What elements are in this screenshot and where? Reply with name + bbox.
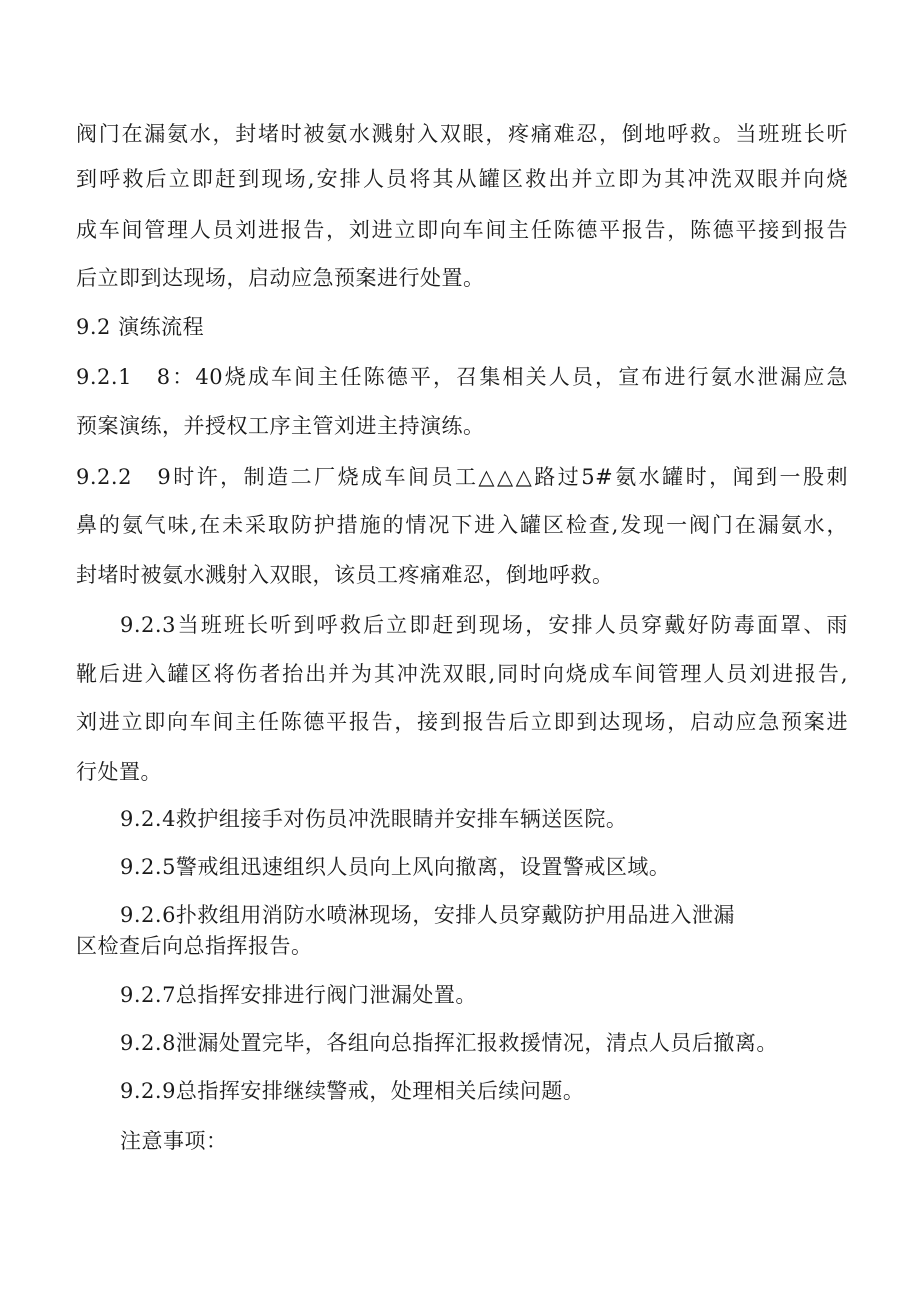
section-heading: 9.2 演练流程	[76, 315, 205, 339]
step-9-2-7: 9.2.7总指挥安排进行阀门泄漏处置。	[120, 983, 477, 1007]
step-9-2-3-line-2: 靴后进入罐区将伤者抬出并为其冲洗双眼,同时向烧成车间管理人员刘进报告,	[76, 662, 848, 686]
step-9-2-6-line-2: 区检查后向总指挥报告。	[76, 934, 313, 958]
intro-line-1: 阀门在漏氨水，封堵时被氨水溅射入双眼，疼痛难忍，倒地呼救。当班班长听	[76, 122, 848, 146]
step-9-2-2-line-1: 9.2.2 9时许，制造二厂烧成车间员工△△△路过5#氨水罐时，闻到一股刺	[76, 465, 848, 489]
step-9-2-2-line-3: 封堵时被氨水溅射入双眼，该员工疼痛难忍，倒地呼救。	[76, 563, 614, 587]
step-9-2-5: 9.2.5警戒组迅速组织人员向上风向撤离，设置警戒区域。	[120, 855, 671, 879]
step-9-2-4: 9.2.4救护组接手对伤员冲洗眼睛并安排车辆送医院。	[120, 807, 628, 831]
step-9-2-3-line-1: 9.2.3当班班长听到呼救后立即赶到现场，安排人员穿戴好防毒面罩、雨	[120, 613, 848, 637]
step-9-2-2-line-2: 鼻的氨气味,在未采取防护措施的情况下进入罐区检查,发现一阀门在漏氨水，	[76, 513, 848, 537]
step-9-2-1-line-2: 预案演练，并授权工序主管刘进主持演练。	[76, 414, 485, 438]
step-9-2-6-line-1: 9.2.6扑救组用消防水喷淋现场，安排人员穿戴防护用品进入泄漏	[120, 903, 735, 927]
step-9-2-8: 9.2.8泄漏处置完毕，各组向总指挥汇报救援情况，清点人员后撤离。	[120, 1031, 778, 1055]
notes-heading: 注意事项：	[120, 1129, 228, 1153]
intro-line-3: 成车间管理人员刘进报告，刘进立即向车间主任陈德平报告，陈德平接到报告	[76, 218, 848, 242]
step-9-2-9: 9.2.9总指挥安排继续警戒，处理相关后续问题。	[120, 1079, 585, 1103]
intro-line-4: 后立即到达现场，启动应急预案进行处置。	[76, 266, 485, 290]
step-9-2-1-line-1: 9.2.1 8：40烧成车间主任陈德平，召集相关人员，宣布进行氨水泄漏应急	[76, 365, 848, 389]
step-9-2-3-line-4: 行处置。	[76, 760, 162, 784]
step-9-2-3-line-3: 刘进立即向车间主任陈德平报告，接到报告后立即到达现场，启动应急预案进	[76, 710, 848, 734]
intro-line-2: 到呼救后立即赶到现场,安排人员将其从罐区救出并立即为其冲洗双眼并向烧	[76, 167, 848, 191]
